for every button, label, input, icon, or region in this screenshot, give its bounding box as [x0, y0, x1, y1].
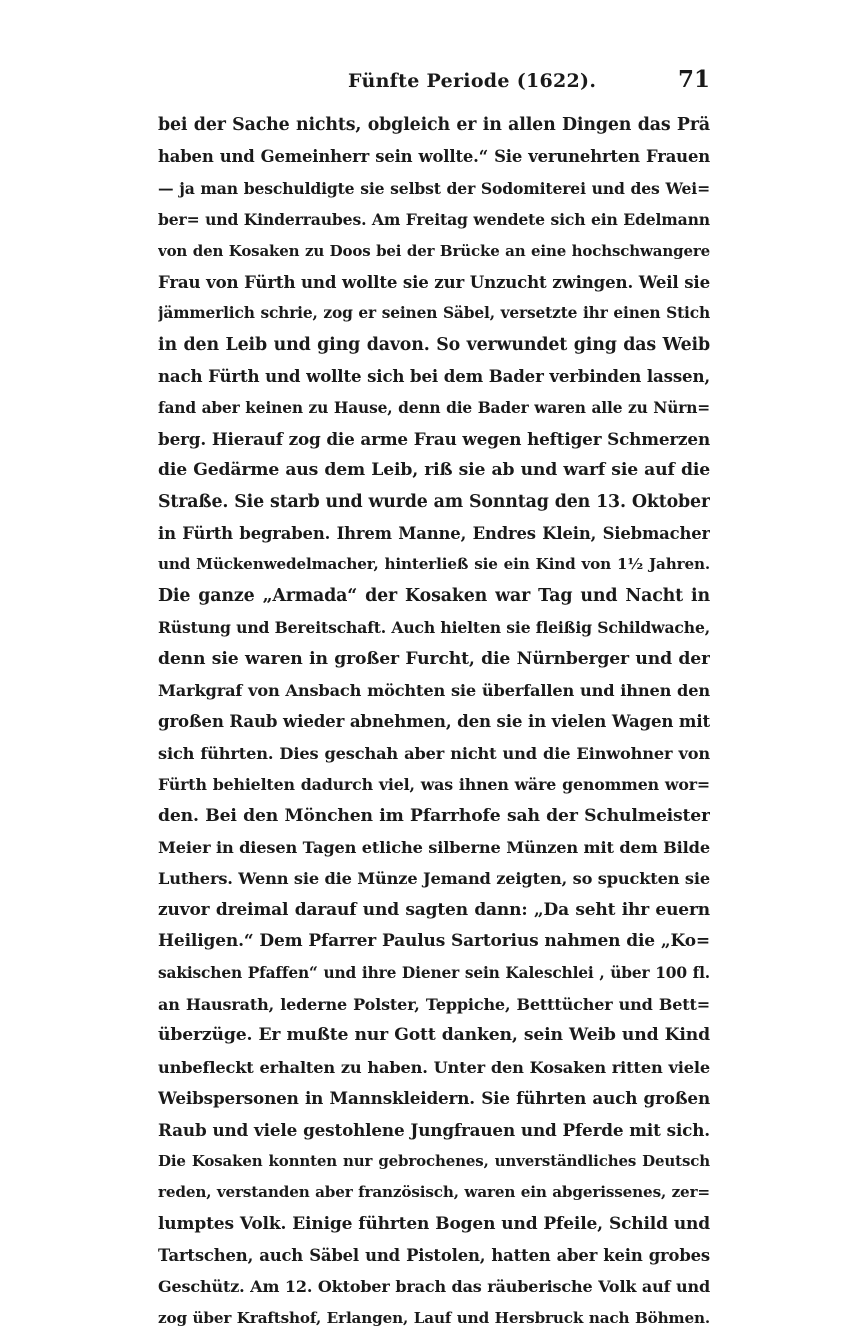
text-line: denn sie waren in großer Furcht, die Nürnberger und der — [158, 648, 710, 669]
text-line: berg. Hierauf zog die arme Frau wegen heftiger Schmerzen — [158, 428, 710, 449]
text-line: Geschütz. Am 12. Oktober brach das räuberische Volk auf und — [158, 1277, 710, 1297]
text-line: zog über Kraftshof, Erlangen, Lauf und Hersbruck nach Böhmen. — [158, 1308, 710, 1327]
text-line: Tartschen, auch Säbel und Pistolen, hatten aber kein grobes — [158, 1246, 710, 1266]
text-line: überzüge. Er mußte nur Gott danken, sein Weib und Kind — [158, 1025, 710, 1046]
page-header — [158, 66, 710, 102]
text-line: unbefleckt erhalten zu haben. Unter den Kosaken ritten viele — [158, 1057, 710, 1077]
text-line: jämmerlich schrie, zog er seinen Säbel, versetzte ihr einen Stich — [158, 304, 710, 323]
text-line: ber= und Kinderraubes. Am Freitag wendete sich ein Edelmann — [158, 210, 710, 230]
text-line: reden, verstanden aber französisch, waren ein abgerissenes, zer= — [158, 1183, 710, 1202]
text-line: in Fürth begraben. Ihrem Manne, Endres Klein, Siebmacher — [158, 524, 710, 544]
text-line: fand aber keinen zu Hause, denn die Bader waren alle zu Nürn= — [158, 398, 710, 417]
text-line: — ja man beschuldigte sie selbst der Sodomiterei und des Wei= — [158, 178, 710, 198]
text-line: Fürth behielten dadurch viel, was ihnen wäre genommen wor= — [158, 775, 710, 795]
text-line: haben und Gemeinherr sein wollte.“ Sie verunehrten Frauen — [158, 147, 710, 167]
text-line: Frau von Fürth und wollte sie zur Unzucht zwingen. Weil sie — [158, 271, 710, 292]
text-line: Luthers. Wenn sie die Münze Jemand zeigten, so spuckten sie — [158, 869, 710, 889]
text-line: die Gedärme aus dem Leib, riß sie ab und warf sie auf die — [158, 460, 710, 481]
running-title: Fünfte Periode (1622). — [348, 70, 597, 92]
text-line: Heiligen.“ Dem Pfarrer Paulus Sartorius nahmen die „Ko= — [158, 931, 710, 952]
body-text — [158, 110, 710, 1334]
text-line: Markgraf von Ansbach möchten sie überfallen und ihnen den — [158, 681, 710, 701]
text-line: sakischen Pfaffen“ und ihre Diener sein Kaleschlei , über 100 fl. — [158, 963, 710, 982]
text-line: Straße. Sie starb und wurde am Sonntag den 13. Oktober — [158, 491, 710, 512]
text-line: Die Kosaken konnten nur gebrochenes, unverständliches Deutsch — [158, 1151, 710, 1170]
text-line: und Mückenwedelmacher, hinterließ sie ein Kind von 1½ Jahren. — [158, 555, 710, 574]
text-line: von den Kosaken zu Doos bei der Brücke an eine hochschwangere — [158, 241, 710, 260]
page-number: 71 — [677, 66, 710, 93]
text-line: Rüstung und Bereitschaft. Auch hielten sie fleißig Schildwache, — [158, 618, 710, 638]
text-line: zuvor dreimal darauf und sagten dann: „Da seht ihr euern — [158, 899, 710, 920]
text-line: an Hausrath, lederne Polster, Teppiche, Betttücher und Bett= — [158, 994, 710, 1014]
text-line: bei der Sache nichts, obgleich er in allen Dingen das Prä — [158, 115, 710, 135]
text-line: in den Leib und ging davon. So verwundet ging das Weib — [158, 334, 710, 355]
text-line: lumptes Volk. Einige führten Bogen und Pfeile, Schild und — [158, 1213, 710, 1234]
text-line: nach Fürth und wollte sich bei dem Bader verbinden lassen, — [158, 366, 710, 387]
text-line: großen Raub wieder abnehmen, den sie in vielen Wagen mit — [158, 711, 710, 732]
text-line: den. Bei den Mönchen im Pfarrhofe sah der Schulmeister — [158, 805, 710, 826]
text-line: sich führten. Dies geschah aber nicht und die Einwohner von — [158, 743, 710, 763]
text-line: Raub und viele gestohlene Jungfrauen und Pferde mit sich. — [158, 1119, 710, 1140]
text-line: Die ganze „Armada“ der Kosaken war Tag und Nacht in — [158, 585, 710, 606]
text-line: Meier in diesen Tagen etliche silberne Münzen mit dem Bilde — [158, 837, 710, 857]
text-line: Weibspersonen in Mannskleidern. Sie führten auch großen — [158, 1088, 710, 1109]
